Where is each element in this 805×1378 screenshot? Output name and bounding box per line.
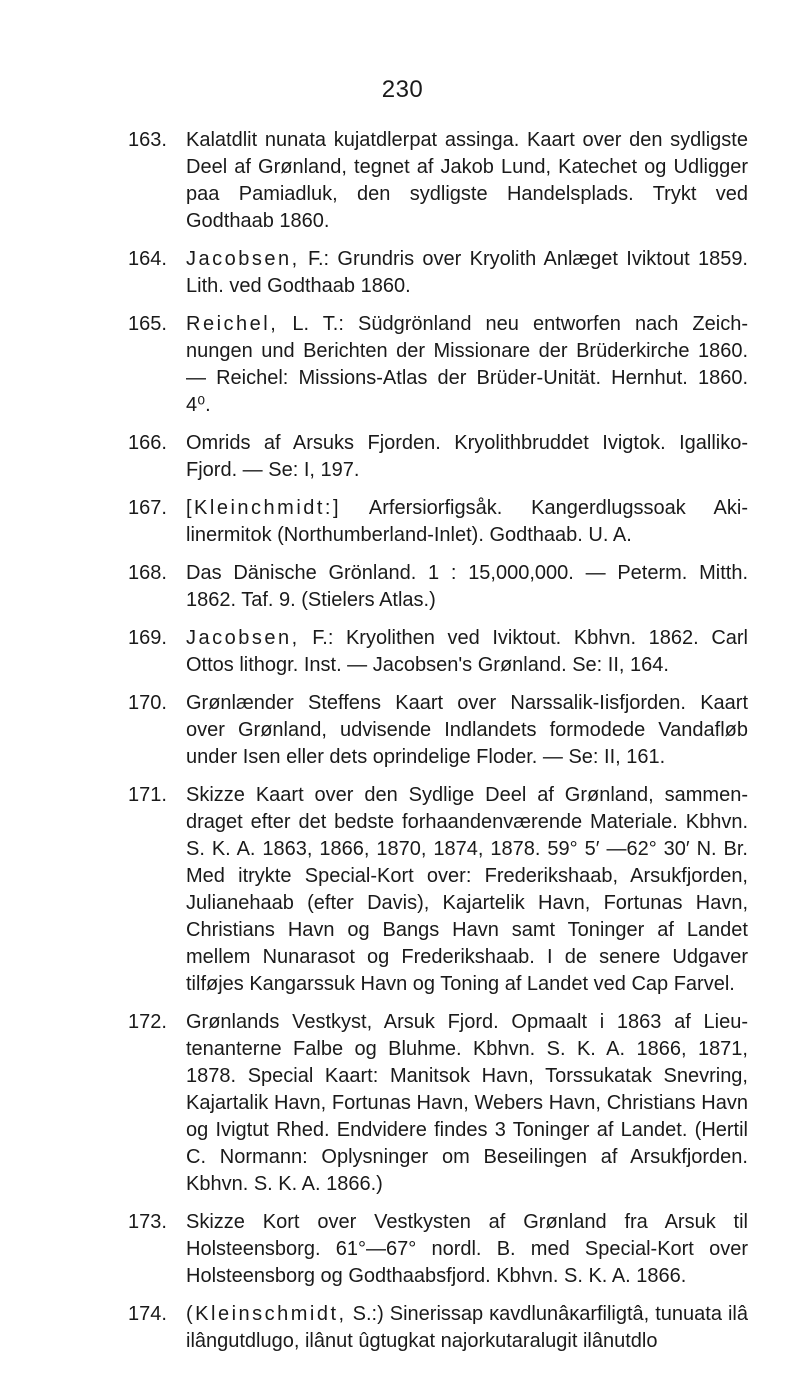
entry-number: 172. [128,1011,167,1033]
entry-body: F.: Grundris over Kryolith Anlæget Iviktout 1859. Lith. ved Godthaab 1860. [186,248,748,297]
entry-number: 167. [128,497,167,519]
entry-number: 170. [128,692,167,714]
entry-text [186,690,748,771]
entry-168 [128,560,748,614]
entry-number: 166. [128,432,167,454]
entry-number: 164. [128,248,167,270]
entry-173 [128,1209,748,1290]
entry-text [186,782,748,998]
entry-author: [Kleinchmidt:] [186,497,342,519]
entry-number: 168. [128,562,167,584]
entry-number: 174. [128,1303,167,1325]
entry-body: Grønlands Vestkyst, Arsuk Fjord. Opmaalt i 1863 af Lieutenanterne Falbe og Bluhme. Kbhvn. S. K. A. 1866, 1871, 1878. Special Kaart: Manitsok Havn, Torssukatak Snevring, Kajartalik Havn, Fortunas Havn, Webers Havn, Christians Havn og Ivigtut Rhed. Endvidere findes 3 Toninger af Landet. (Hertil C. Normann: Oplysninger om Beseilingen af Arsukfjorden. Kbhvn. S. K. A. 1866.) [186,1011,748,1195]
entry-number: 171. [128,784,167,806]
entry-author: Jacobsen, [186,627,300,649]
entry-body: L. T.: Südgrönland neu entworfen nach Zeichnungen und Berichten der Missionare der Brüderkirche 1860. — Reichel: Missions-Atlas der Brüder-Unität. Hernhut. 1860. 4⁰. [186,313,748,416]
entry-164 [128,246,748,300]
entry-166 [128,430,748,484]
entry-text [186,127,748,235]
entry-text [186,430,748,484]
page-number: 230 [381,76,424,103]
entry-body: Arfersiorfigsåk. Kangerdlugssoak Akilinermitok (Northumberland-Inlet). Godthaab. U. A. [186,497,749,546]
entry-author: Reichel, [186,313,279,335]
entry-text [186,1209,748,1290]
entry-number: 173. [128,1211,167,1233]
entry-163 [128,127,748,235]
bibliography-list [128,127,748,1366]
entry-text [186,1009,748,1198]
entry-body: S.:) Sinerissap ĸavdlunâĸarfiligtâ, tunuata ilâ ilângutdlugo, ilânut ûgtugkat najorkutaralugit ilânutdlo [186,1303,748,1352]
entry-body: Grønlænder Steffens Kaart over Narssalik-Iisfjorden. Kaart over Grønland, udvisende Indlandets formodede Vandafløb under Isen eller dets oprindelige Floder. — Se: II, 161. [186,692,748,768]
entry-167 [128,495,748,549]
entry-body: Skizze Kaart over den Sydlige Deel af Grønland, sammendraget efter det bedste forhaandenværende Materiale. Kbhvn. S. K. A. 1863, 1866, 1870, 1874, 1878. 59° 5′ —62° 30′ N. Br. Med itrykte Special-Kort over: Frederikshaab, Arsukfjorden, Julianehaab (efter Davis), Kajartelik Havn, Fortunas Havn, Christians Havn og Bangs Havn samt Toninger af Landet mellem Nunarasot og Frederikshaab. I de senere Udgaver tilføjes Kangarssuk Havn og Toning af Landet ved Cap Farvel. [186,784,748,995]
entry-number: 165. [128,313,167,335]
entry-author: Jacobsen, [186,248,300,270]
entry-body: Skizze Kort over Vestkysten af Grønland fra Arsuk til Holsteensborg. 61°—67° nordl. B. med Special-Kort over Holsteensborg og Godthaabsfjord. Kbhvn. S. K. A. 1866. [186,1211,748,1287]
entry-author: (Kleinschmidt, [186,1303,347,1325]
entry-text [186,311,748,419]
entry-text [186,495,748,549]
entry-text [186,1301,748,1355]
entry-number: 169. [128,627,167,649]
entry-text [186,625,748,679]
entry-172 [128,1009,748,1198]
entry-number: 163. [128,129,167,151]
entry-body: Das Dänische Grönland. 1 : 15,000,000. — Peterm. Mitth. 1862. Taf. 9. (Stielers Atlas.) [186,562,748,611]
entry-body: F.: Kryolithen ved Iviktout. Kbhvn. 1862. Carl Ottos lithogr. Inst. — Jacobsen's Grønland. Se: II, 164. [186,627,748,676]
entry-169 [128,625,748,679]
entry-165 [128,311,748,419]
entry-body: Omrids af Arsuks Fjorden. Kryolithbruddet Ivigtok. Igalliko-Fjord. — Se: I, 197. [186,432,748,481]
entry-text [186,560,748,614]
entry-170 [128,690,748,771]
entry-body: Kalatdlit nunata kujatdlerpat assinga. Kaart over den sydligste Deel af Grønland, tegnet af Jakob Lund, Katechet og Udligger paa Pamiadluk, den sydligste Handelsplads. Trykt ved Godthaab 1860. [186,129,748,232]
entry-171 [128,782,748,998]
entry-174 [128,1301,748,1355]
entry-text [186,246,748,300]
